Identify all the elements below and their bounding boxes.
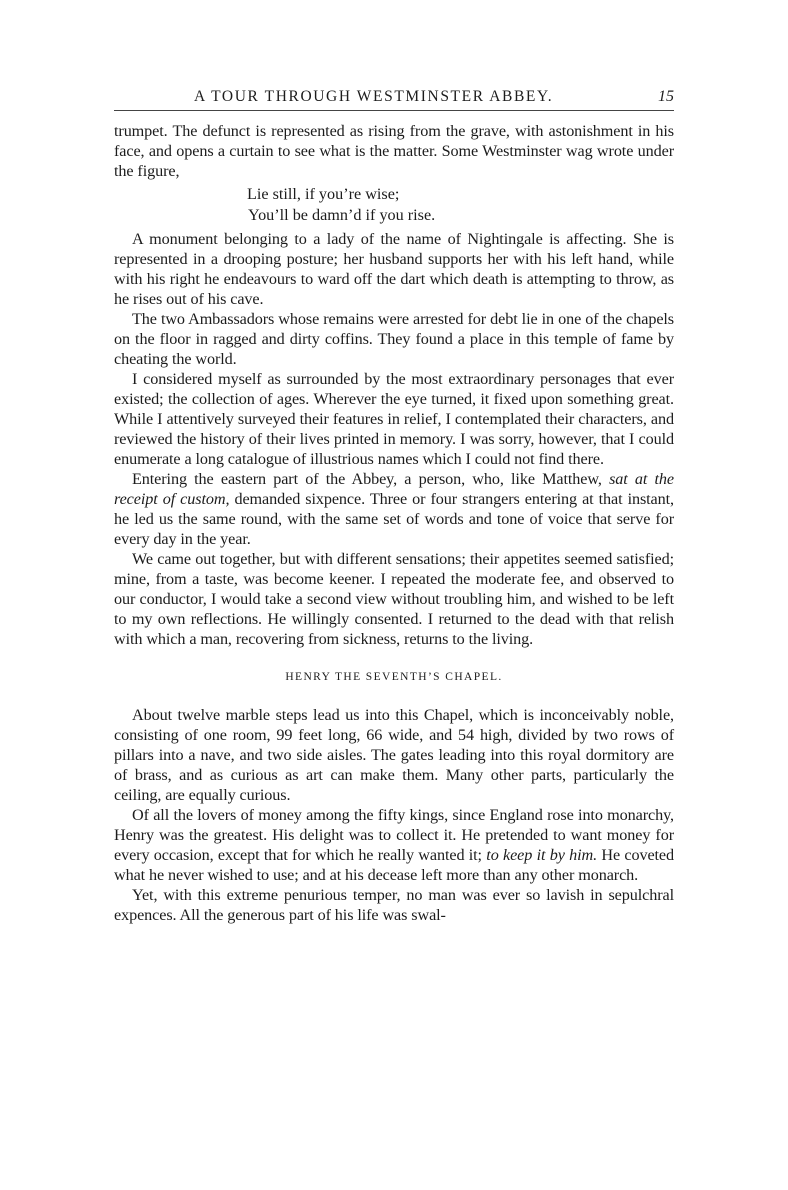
page-header <box>114 84 674 111</box>
epitaph-verse <box>247 184 674 226</box>
paragraph-8-text-b: He coveted what he never wished to use; and at his decease left more than any other monarch. <box>114 846 675 884</box>
paragraph-4: I considered myself as surrounded by the most extraordinary personages that ever existed; the collection of ages. Wherever the eye turned, it fixed upon something great. While I attentively surveyed their features in relief, I contemplated their characters, and reviewed the history of their lives printed in memory. I was sorry, however, that I could enumerate a long catalogue of illustrious names which I could not find there. <box>114 370 674 468</box>
paragraph-9: Yet, with this extreme penurious temper, no man was ever so lavish in sepulchral expences. All the generous part of his life was swal- <box>114 886 674 924</box>
paragraph-5-text-b: demanded sixpence. Three or four strangers entering at that instant, he led us the same round, with the same set of words and tone of voice that serve for every day in the year. <box>114 490 674 548</box>
paragraph-7: About twelve marble steps lead us into this Chapel, which is inconceivably noble, consisting of one room, 99 feet long, 66 wide, and 54 high, divided by two rows of pillars into a nave, and two side aisles. The gates leading into this royal dormitory are of brass, and as curious as art can make them. Many other parts, particularly the ceiling, are equally curious. <box>114 706 674 804</box>
verse-line-2: You’ll be damn’d if you rise. <box>248 206 436 224</box>
section-heading: HENRY THE SEVENTH’S CHAPEL. <box>285 671 503 683</box>
paragraph-6: We came out together, but with different sensations; their appetites seemed satisfied; mine, from a taste, was become keener. I repeated the moderate fee, and observed to our conductor, I would take a second view without troubling him, and wished to be left to my own reflections. He willingly consented. I returned to the dead with that relish with which a man, recovering from sickness, returns to the living. <box>114 550 674 648</box>
paragraph-3: The two Ambassadors whose remains were arrested for debt lie in one of the chapels on the floor in ragged and dirty coffins. They found a place in this temple of fame by cheating the world. <box>114 310 674 368</box>
paragraph-5 <box>114 469 674 549</box>
page-number: 15 <box>658 88 674 105</box>
book-page <box>114 84 674 925</box>
paragraph-5-italic: sat at the receipt of custom, <box>114 470 675 508</box>
paragraph-2: A monument belonging to a lady of the name of Nightingale is affecting. She is represented in a drooping posture; her husband supports her with his left hand, while with his right he endeavours to ward off the dart which death is attempting to throw, as he rises out of his cave. <box>114 230 674 308</box>
paragraph-8-italic: to keep it by him. <box>486 846 598 864</box>
paragraph-8-text-a: Of all the lovers of money among the fifty kings, since England rose into monarchy, Henry was the greatest. His delight was to collect it. He pretended to want money for every occasion, except that for which he really wanted it; <box>114 806 674 864</box>
paragraph-8 <box>114 805 674 885</box>
verse-line-1: Lie still, if you’re wise; <box>247 185 400 203</box>
paragraph-5-text-a: Entering the eastern part of the Abbey, a person, who, like Matthew, <box>132 470 602 488</box>
running-title: A TOUR THROUGH WESTMINSTER ABBEY. <box>194 88 554 105</box>
paragraph-1: trumpet. The defunct is represented as rising from the grave, with astonishment in his face, and opens a curtain to see what is the matter. Some Westminster wag wrote under the figure, <box>114 122 674 180</box>
